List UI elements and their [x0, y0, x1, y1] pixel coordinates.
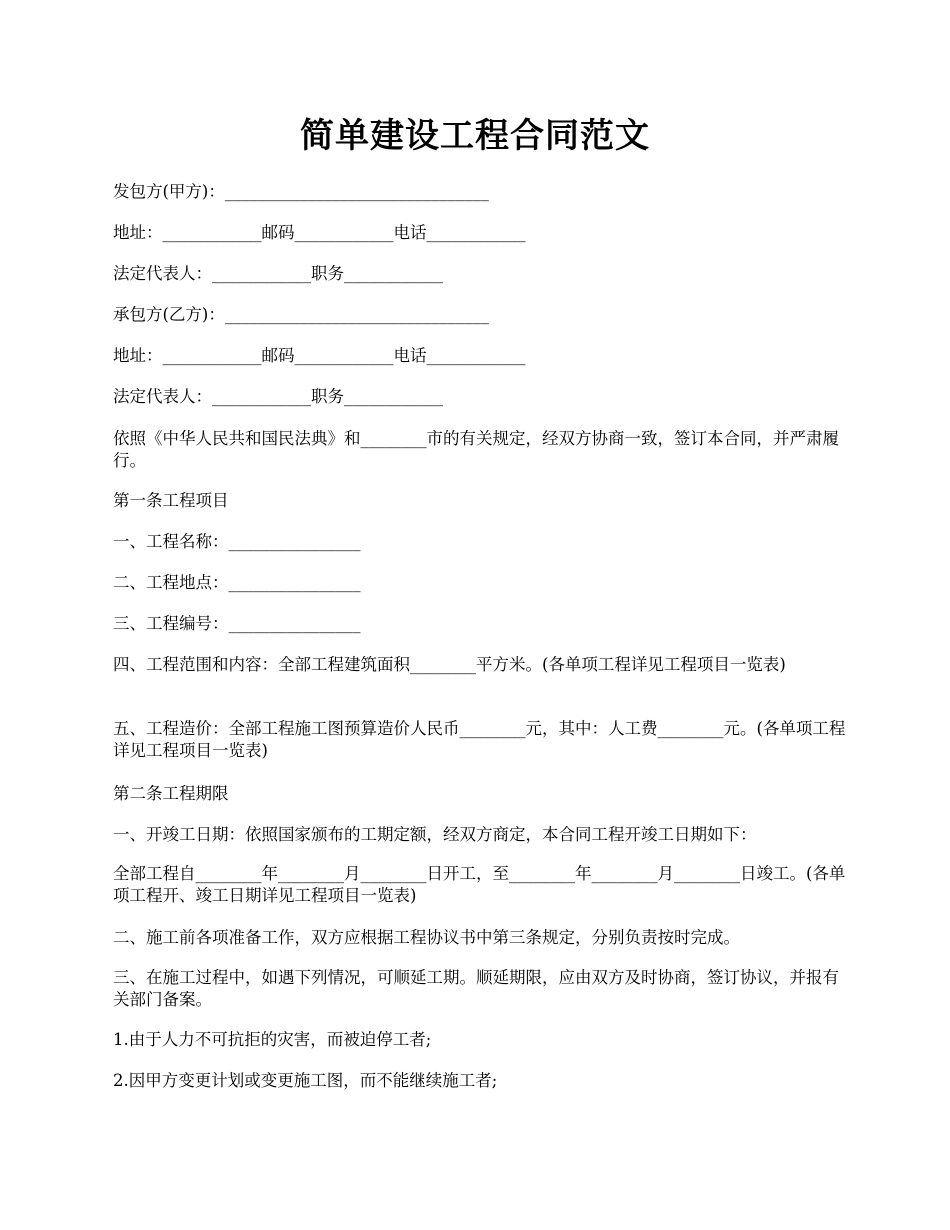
schedule-intro-line: 一、开竣工日期：依照国家颁布的工期定额，经双方商定，本合同工程开竣工日期如下：: [113, 825, 757, 844]
document-title: 简单建设工程合同范文: [300, 116, 650, 156]
extension-paragraph: 三、在施工过程中，如遇下列情况，可顺延工期。顺延期限，应由双方及时协商，签订协议，并报有关部门备案。: [113, 968, 839, 1009]
party-a-representative-line: 法定代表人：____________职务____________: [113, 264, 443, 283]
list-item-1: 1.由于人力不可抗拒的灾害，而被迫停工者;: [113, 1030, 432, 1049]
party-b-address-line: 地址：____________邮码____________电话____________: [113, 346, 526, 365]
article-1-heading: 第一条工程项目: [113, 491, 229, 510]
party-a-address-line: 地址：____________邮码____________电话____________: [113, 223, 526, 242]
project-name-line: 一、工程名称：________________: [113, 532, 361, 551]
party-a-line: 发包方(甲方)：________________________________: [113, 182, 489, 201]
project-location-line: 二、工程地点：________________: [113, 573, 361, 592]
party-b-representative-line: 法定代表人：____________职务____________: [113, 387, 443, 406]
project-number-line: 三、工程编号：________________: [113, 614, 361, 633]
party-b-line: 承包方(乙方)：________________________________: [113, 305, 489, 324]
article-2-heading: 第二条工程期限: [113, 784, 229, 803]
schedule-dates-paragraph: 全部工程自________年________月________日开工，至________年________月________日竣工。(各单项工程开、竣工日期详见工程项目一览表): [113, 864, 846, 905]
project-scope-paragraph: 四、工程范围和内容：全部工程建筑面积________平方米。(各单项工程详见工程项目一览表): [113, 655, 786, 674]
list-item-2: 2.因甲方变更计划或变更施工图，而不能继续施工者;: [113, 1071, 498, 1090]
project-cost-paragraph: 五、工程造价：全部工程施工图预算造价人民币________元，其中：人工费________元。(各单项工程详见工程项目一览表): [113, 719, 846, 760]
preparation-line: 二、施工前各项准备工作，双方应根据工程协议书中第三条规定，分别负责按时完成。: [113, 928, 740, 947]
preamble-paragraph: 依照《中华人民共和国民法典》和________市的有关规定，经双方协商一致，签订本合同，并严肃履行。: [113, 429, 839, 470]
